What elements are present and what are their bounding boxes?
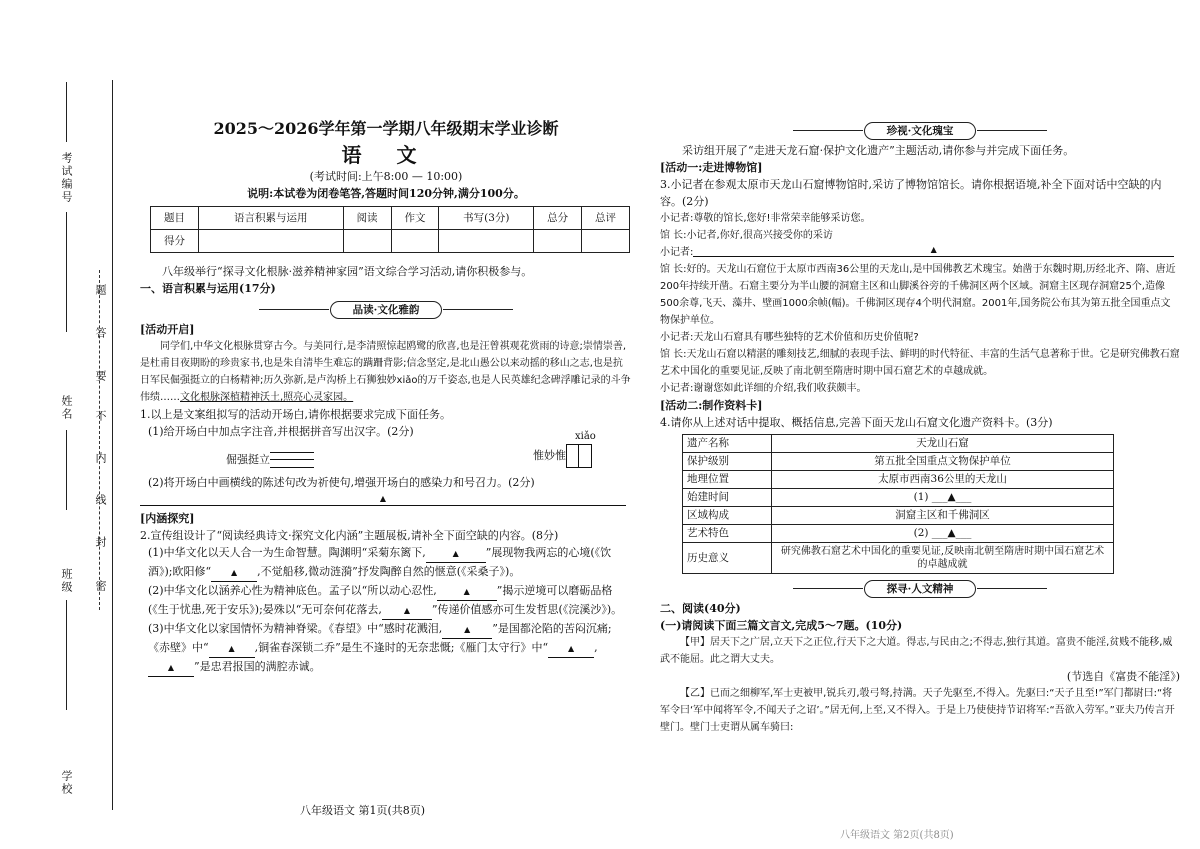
card-value: 天龙山石窟 (772, 435, 1114, 453)
score-cell[interactable] (582, 230, 630, 253)
section-1-heading: 一、语言积累与运用(17分) (140, 282, 276, 295)
name-line (66, 430, 67, 510)
class-line (66, 600, 67, 710)
pinyin-answer-lines[interactable] (270, 452, 314, 468)
school-label: 学校 (60, 770, 73, 796)
answer-line[interactable]: ▲ (140, 493, 626, 506)
word-2-group (533, 431, 596, 468)
score-cell[interactable] (343, 230, 391, 253)
question-1-2: (2)将开场白中画横线的陈述句改为祈使句,增强开场白的感染力和号召力。(2分) (148, 476, 535, 489)
question-3: 3.小记者在参观太原市天龙山石窟博物馆时,采访了博物馆馆长。请你根据语境,补全下面对话中空缺的内容。(2分) (660, 178, 1162, 208)
word-2: 惟妙惟 (533, 449, 566, 462)
fill-blank[interactable]: ▲ (548, 640, 594, 658)
question-4: 4.请你从上述对话中提取、概括信息,完善下面天龙山石窟文化遗产资料卡。(3分) (660, 416, 1053, 429)
activity-label-2: [内涵探究] (140, 512, 195, 525)
card-key: 始建时间 (683, 489, 772, 507)
section-2-sub-heading: (一)请阅读下面三篇文言文,完成5～7题。(10分) (660, 619, 903, 632)
score-cell[interactable] (391, 230, 439, 253)
fill-blank[interactable]: ▲ (382, 602, 432, 620)
card-value: 第五批全国重点文物保护单位 (772, 453, 1114, 471)
card-key: 遗产名称 (683, 435, 772, 453)
page-footer-2: 八年级语文 第2页(共8页) (840, 830, 954, 841)
score-cell[interactable] (534, 230, 582, 253)
q2-3-text-d: , (594, 641, 598, 654)
question-1: 1.以上是文案组拟写的活动开场白,请你根据要求完成下面任务。 (140, 408, 451, 421)
seal-char: 要 (94, 370, 107, 383)
opening-passage-text: 同学们,中华文化根脉贯穿古今。与美同行,是李清照惊起鸥鹭的欣喜,也是汪曾祺观花赏雨的诗意;崇情崇善,是杜甫目夜期盼的珍贵家书,也是朱自清毕生难忘的蹒跚背影;信念坚定,是北山愚公以来动摇的移山之志,也是抗日军民倔强挺立的白杨精神;历久弥新,是卢沟桥上石狮独妙xiǎo的万千姿态,也是人民英雄纪念碑浮雕记录的斗争伟绩…… (140, 341, 631, 403)
q2-2-text-b: ”揭示逆境可以磨砺品格(《生于忧患,死于安乐》);晏殊以“无可奈何花落去, (148, 584, 613, 616)
fill-blank[interactable]: ▲ (209, 640, 255, 658)
banner-tan-xun: 探寻·人文精神 (864, 580, 976, 598)
q2-1-text-b: ”展现物我两忘的心境(《饮酒》);欧阳修“ (148, 546, 612, 578)
fill-blank[interactable]: ▲ (442, 621, 492, 639)
dialog-answer-row (660, 244, 1180, 261)
dialog-line: 小记者:天龙山石窟具有哪些独特的艺术价值和历史价值呢? (660, 332, 919, 343)
page-footer: 八年级语文 第1页(共8页) (300, 804, 426, 817)
word-1: 倔强挺立 (226, 453, 270, 466)
word-1-group (226, 451, 314, 468)
question-2-2 (140, 582, 632, 620)
left-column (140, 118, 632, 838)
seal-char: 线 (94, 494, 107, 507)
fill-blank[interactable]: ▲ (426, 545, 486, 563)
opening-passage (140, 338, 632, 406)
activity-label: [活动开启] (140, 323, 195, 336)
exam-time: (考试时间:上午8:00 — 10:00) (309, 170, 463, 183)
activity-1-label: [活动一:走进博物馆] (660, 161, 763, 174)
fill-blank[interactable]: ▲ (211, 564, 257, 582)
q2-1-text-c: ,不觉船移,微动涟漪”抒发陶醉自然的惬意(《采桑子》)。 (257, 565, 521, 578)
score-header-cell: 总分 (534, 207, 582, 230)
score-table (150, 206, 630, 253)
dialog-line: 馆 长:天龙山石窟以精湛的雕刻技艺,细腻的表现手法、鲜明的时代特征、丰富的生活气息著称于世。它是研究佛教石窟艺术中国化的重要见证,反映了南北朝至隋唐时期中国石窟艺术的卓越成就。 (660, 349, 1180, 377)
score-header-cell: 题目 (151, 207, 199, 230)
q2-2-text-c: ”传递价值感亦可生发哲思(《浣溪沙》)。 (431, 603, 623, 616)
score-header-cell: 总评 (582, 207, 630, 230)
seal-char: 密 (94, 580, 107, 593)
banner-zhen-shi: 珍视·文化瑰宝 (864, 122, 976, 140)
name-label: 姓名 (60, 395, 73, 421)
score-cell[interactable] (198, 230, 343, 253)
exam-id-label: 考试编号 (60, 152, 73, 204)
q2-3-text-b: ”是国都沦陷的苦闷沉痛;《赤壁》中“ (148, 622, 612, 654)
card-value: 洞窟主区和千佛洞区 (772, 507, 1114, 525)
fill-blank[interactable]: ▲ (437, 583, 497, 601)
heritage-info-card (682, 434, 1114, 574)
q2-3-text-a: (3)中华文化以家国情怀为精神脊梁。《春望》中“感时花溅泪, (148, 622, 443, 635)
subject-title: 语 文 (341, 143, 431, 167)
seal-char: 答 (94, 327, 107, 340)
q2-1-text-a: (1)中华文化以天人合一为生命智慧。陶渊明“采菊东篱下, (148, 546, 426, 559)
answer-glyphs (226, 431, 596, 468)
score-header-cell: 作文 (391, 207, 439, 230)
section-2-heading: 二、阅读(40分) (660, 602, 741, 615)
answer-line[interactable]: ▲ (693, 244, 1174, 257)
dialog-line: 馆 长:好的。天龙山石窟位于太原市西南36公里的天龙山,是中国佛教艺术瑰宝。始凿于东魏时期,历经北齐、隋、唐近200年持续开凿。石窟主要分为半山腰的洞窟主区和山脚溪谷旁的千佛洞区两个区域。洞窟主区现存洞窟25个,造像500余尊,飞天、藻井、壁画1000余帧(幅)。千佛洞区现存4个明代洞窟。2001年,国务院公布其为第五批全国重点文物保护单位。 (660, 264, 1176, 326)
card-key: 保护级别 (683, 453, 772, 471)
pinyin-label: xiǎo (575, 431, 596, 442)
score-header-cell: 书写(3分) (439, 207, 534, 230)
dialog-line: 小记者:尊敬的馆长,您好!非常荣幸能够采访您。 (660, 213, 871, 224)
passage-jia-source: (节选自《富贵不能淫》) (1066, 670, 1180, 683)
q2-2-text-a: (2)中华文化以涵养心性为精神底色。孟子以“所以动心忍性, (148, 584, 437, 597)
seal-char: 内 (94, 452, 107, 465)
seal-char: 题 (94, 284, 107, 297)
exam-note: 说明:本试卷为闭卷笔答,答题时间120分钟,满分100分。 (247, 187, 525, 200)
activity-2-label: [活动二:制作资料卡] (660, 399, 763, 412)
underlined-sentence: 文化根脉深植精神沃土,照亮心灵家园。 (180, 392, 354, 403)
binding-strip (0, 0, 115, 849)
score-row-label: 得分 (151, 230, 199, 253)
seal-char: 封 (94, 536, 107, 549)
interview-intro: 采访组开展了“走进天龙石窟·保护文化遗产”主题活动,请你参与并完成下面任务。 (682, 144, 1075, 157)
character-answer-box[interactable] (566, 444, 592, 468)
exam-title: 2025～2026学年第一学期八年级期末学业诊断 (213, 119, 559, 138)
banner-pin-du: 品读·文化雅韵 (330, 301, 442, 319)
seal-char: 不 (94, 410, 107, 423)
card-value: 太原市西南36公里的天龙山 (772, 471, 1114, 489)
dialog-line: 馆 长:小记者,你好,很高兴接受你的采访 (660, 230, 833, 241)
question-1-1: (1)给开场白中加点字注音,并根据拼音写出汉字。(2分) (148, 425, 414, 438)
score-cell[interactable] (439, 230, 534, 253)
dialog-line: 小记者:谢谢您如此详细的介绍,我们收获颇丰。 (660, 383, 867, 394)
fill-blank[interactable]: ▲ (148, 659, 194, 677)
card-key: 区域构成 (683, 507, 772, 525)
exam-id-line (66, 82, 67, 142)
passage-yi: 【乙】已而之细柳军,军士吏被甲,锐兵刃,彀弓弩,持满。天子先驱至,不得入。先驱曰:“天子且至!”军门都尉曰:“将军令曰‘军中闻将军令,不闻天子之诏’。”居无何,上至,又不得入。于是上乃使使持节诏将军:“吾欲入劳军。”亚夫乃传言开壁门。壁门士吏谓从属车骑曰: (660, 688, 1175, 733)
card-key: 历史意义 (683, 543, 772, 574)
score-header-cell: 语言积累与运用 (198, 207, 343, 230)
score-header-cell: 阅读 (343, 207, 391, 230)
exam-id-line-2 (66, 212, 67, 332)
q2-3-text-e: ”是忠君报国的满腔赤诚。 (194, 660, 321, 673)
question-2: 2.宣传组设计了“阅读经典诗文·探究文化内涵”主题展板,请补全下面空缺的内容。(8分) (140, 529, 559, 542)
card-key: 艺术特色 (683, 525, 772, 543)
card-answer-cell[interactable]: (2) ___▲___ (772, 525, 1114, 543)
right-column (660, 118, 1180, 838)
card-value: 研究佛教石窟艺术中国化的重要见证,反映南北朝至隋唐时期中国石窟艺术的卓越成就 (772, 543, 1114, 574)
passage-jia: 【甲】居天下之广居,立天下之正位,行天下之大道。得志,与民由之;不得志,独行其道。富贵不能淫,贫贱不能移,威武不能屈。此之谓大丈夫。 (660, 637, 1173, 665)
question-2-3 (140, 620, 632, 677)
binding-border-line (112, 80, 113, 810)
class-label: 班级 (60, 568, 73, 594)
dialog-speaker: 小记者: (660, 247, 694, 258)
q2-3-text-c: ,铜雀春深锁二乔”是生不逢时的无奈悲慨;《雁门太守行》中“ (254, 641, 549, 654)
question-2-1 (140, 544, 632, 582)
seal-dashed-line (99, 270, 100, 610)
card-answer-cell[interactable]: (1) ___▲___ (772, 489, 1114, 507)
activity-intro: 八年级举行“探寻文化根脉·滋养精神家园”语文综合学习活动,请你积极参与。 (162, 265, 533, 278)
card-key: 地理位置 (683, 471, 772, 489)
